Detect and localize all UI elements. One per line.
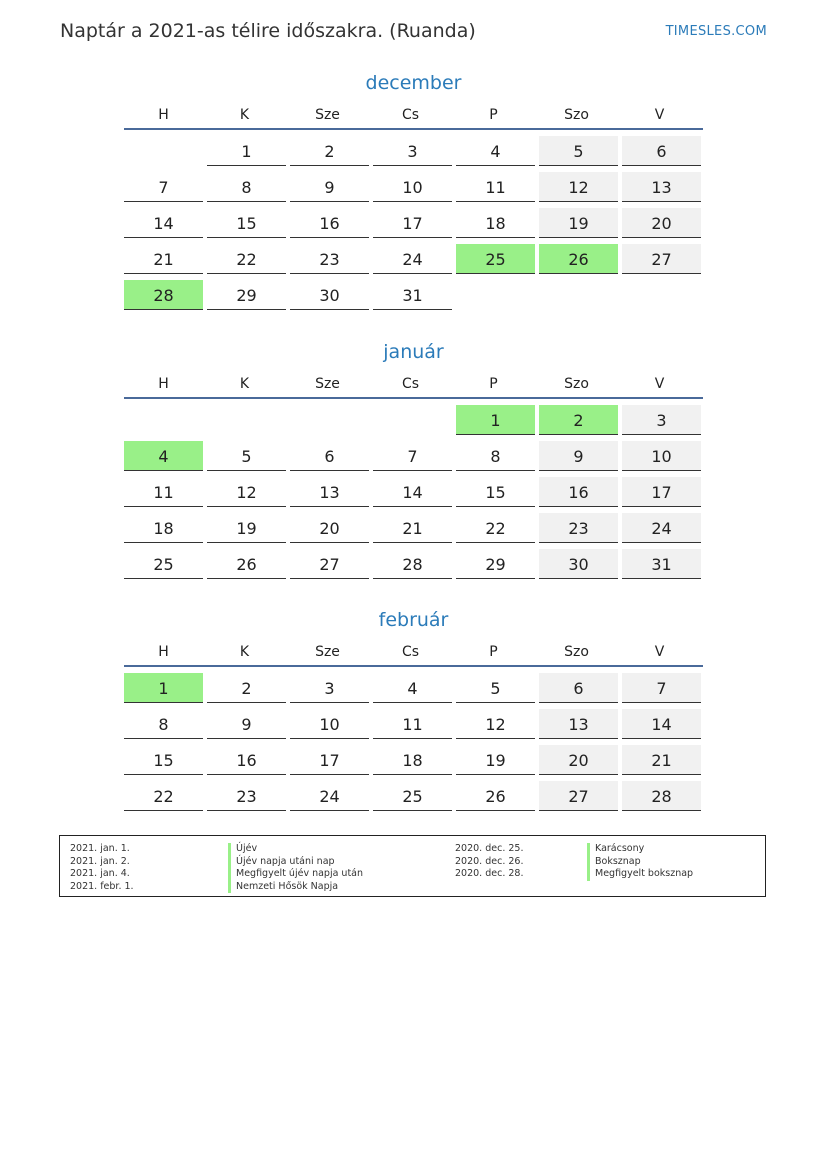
day-cell[interactable]: 18 [373, 745, 452, 775]
day-cell[interactable]: 13 [622, 172, 701, 202]
legend-holiday-name: Nemzeti Hősök Napja [228, 881, 363, 894]
week-row [124, 475, 703, 511]
day-cell[interactable]: 6 [290, 441, 369, 471]
legend-date: 2021. jan. 4. [70, 868, 130, 879]
empty-cell [124, 136, 203, 166]
day-cell[interactable]: 23 [207, 781, 286, 811]
weekday-label: K [239, 107, 250, 123]
day-cell[interactable]: 29 [456, 549, 535, 579]
week-row [124, 134, 703, 170]
day-cell[interactable]: 17 [290, 745, 369, 775]
empty-cell [124, 405, 203, 435]
day-cell[interactable]: 18 [124, 513, 203, 543]
day-cell[interactable]: 28 [622, 781, 701, 811]
weekday-label: Cs [401, 107, 420, 123]
day-cell[interactable]: 4 [456, 136, 535, 166]
day-cell[interactable]: 24 [290, 781, 369, 811]
month-title: február [378, 609, 449, 631]
week-row [124, 278, 703, 314]
weekday-label: Cs [401, 644, 420, 660]
empty-cell [622, 280, 701, 310]
day-cell[interactable]: 22 [207, 244, 286, 274]
day-cell[interactable]: 10 [622, 441, 701, 471]
weekday-label: Cs [401, 376, 420, 392]
weekday-label: Sze [315, 376, 340, 392]
legend-date: 2020. dec. 28. [455, 868, 524, 879]
month-title: január [383, 341, 444, 363]
day-cell[interactable]: 5 [207, 441, 286, 471]
week-row [124, 707, 703, 743]
day-cell[interactable]: 3 [290, 673, 369, 703]
week-row [124, 242, 703, 278]
weekday-label: K [239, 644, 250, 660]
day-cell[interactable]: 12 [456, 709, 535, 739]
day-cell[interactable]: 11 [124, 477, 203, 507]
day-cell[interactable]: 4 [373, 673, 452, 703]
day-cell[interactable]: 1 [124, 673, 203, 703]
day-cell[interactable]: 30 [290, 280, 369, 310]
legend-holiday-name: Boksznap [587, 856, 693, 869]
day-cell[interactable]: 19 [456, 745, 535, 775]
day-cell[interactable]: 31 [622, 549, 701, 579]
weekday-label: H [158, 644, 169, 660]
day-cell[interactable]: 10 [290, 709, 369, 739]
day-cell[interactable]: 14 [124, 208, 203, 238]
day-cell[interactable]: 7 [373, 441, 452, 471]
day-cell[interactable]: 23 [539, 513, 618, 543]
day-cell[interactable]: 2 [539, 405, 618, 435]
weekday-label: Szo [564, 376, 589, 392]
day-cell[interactable]: 13 [539, 709, 618, 739]
brand-link[interactable]: TIMESLES.COM [665, 24, 767, 39]
legend-holiday-name: Karácsony [587, 843, 693, 856]
empty-cell [456, 280, 535, 310]
month-calendar [124, 605, 703, 815]
holiday-legend [59, 835, 766, 897]
empty-cell [207, 405, 286, 435]
day-cell[interactable]: 2 [207, 673, 286, 703]
day-cell[interactable]: 22 [456, 513, 535, 543]
legend-right-names [587, 843, 693, 881]
day-cell[interactable]: 8 [207, 172, 286, 202]
week-row [124, 170, 703, 206]
legend-right-dates [455, 843, 523, 881]
weekday-label: H [158, 376, 169, 392]
day-cell[interactable]: 5 [539, 136, 618, 166]
day-cell[interactable]: 12 [539, 172, 618, 202]
day-cell[interactable]: 12 [207, 477, 286, 507]
day-cell[interactable]: 9 [290, 172, 369, 202]
day-cell[interactable]: 9 [207, 709, 286, 739]
week-row [124, 547, 703, 583]
day-cell[interactable]: 18 [456, 208, 535, 238]
legend-date: 2021. jan. 2. [70, 855, 130, 867]
legend-holiday-name: Újév [228, 843, 363, 856]
week-row [124, 511, 703, 547]
day-cell[interactable]: 20 [539, 745, 618, 775]
day-cell[interactable]: 7 [124, 172, 203, 202]
day-cell[interactable]: 19 [539, 208, 618, 238]
day-cell[interactable]: 17 [373, 208, 452, 238]
weekday-label: Sze [315, 644, 340, 660]
legend-date: 2021. jan. 1. [70, 843, 130, 854]
day-cell[interactable]: 1 [456, 405, 535, 435]
day-cell[interactable]: 6 [622, 136, 701, 166]
empty-cell [290, 405, 369, 435]
day-cell[interactable]: 11 [456, 172, 535, 202]
day-cell[interactable]: 4 [124, 441, 203, 471]
week-row [124, 439, 703, 475]
weekday-label: P [489, 107, 498, 123]
day-cell[interactable]: 22 [124, 781, 203, 811]
legend-left-dates [70, 843, 134, 893]
day-cell[interactable]: 8 [124, 709, 203, 739]
weekday-label: K [239, 376, 250, 392]
day-cell[interactable]: 25 [124, 549, 203, 579]
day-cell[interactable]: 19 [207, 513, 286, 543]
weekday-label: H [158, 107, 169, 123]
week-row [124, 779, 703, 815]
day-cell[interactable]: 21 [622, 745, 701, 775]
day-cell[interactable]: 29 [207, 280, 286, 310]
day-cell[interactable]: 23 [290, 244, 369, 274]
day-cell[interactable]: 21 [124, 244, 203, 274]
day-cell[interactable]: 1 [207, 136, 286, 166]
weekday-label: Szo [564, 644, 589, 660]
day-cell[interactable]: 30 [539, 549, 618, 579]
empty-cell [373, 405, 452, 435]
day-cell[interactable]: 27 [290, 549, 369, 579]
month-title: december [365, 72, 462, 94]
day-cell[interactable]: 15 [456, 477, 535, 507]
day-cell[interactable]: 26 [456, 781, 535, 811]
day-cell[interactable]: 16 [290, 208, 369, 238]
day-cell[interactable]: 5 [456, 673, 535, 703]
week-row [124, 671, 703, 707]
day-cell[interactable]: 24 [373, 244, 452, 274]
month-calendar [124, 337, 703, 583]
day-cell[interactable]: 15 [207, 208, 286, 238]
day-cell[interactable]: 3 [622, 405, 701, 435]
weekday-label: V [654, 644, 665, 660]
day-cell[interactable]: 10 [373, 172, 452, 202]
day-cell[interactable]: 24 [622, 513, 701, 543]
weekday-header [124, 367, 703, 399]
legend-holiday-name: Újév napja utáni nap [228, 856, 363, 869]
day-cell[interactable]: 27 [539, 781, 618, 811]
week-row [124, 206, 703, 242]
weekday-label: Szo [564, 107, 589, 123]
day-cell[interactable]: 26 [539, 244, 618, 274]
day-cell[interactable]: 31 [373, 280, 452, 310]
day-cell[interactable]: 11 [373, 709, 452, 739]
page-title: Naptár a 2021-as télire időszakra. (Ruanda) [60, 20, 476, 42]
legend-left-names [228, 843, 363, 893]
weekday-label: V [654, 107, 665, 123]
day-cell[interactable]: 21 [373, 513, 452, 543]
day-cell[interactable]: 7 [622, 673, 701, 703]
weekday-label: P [489, 376, 498, 392]
day-cell[interactable]: 14 [373, 477, 452, 507]
day-cell[interactable]: 9 [539, 441, 618, 471]
day-cell[interactable]: 17 [622, 477, 701, 507]
weekday-label: P [489, 644, 498, 660]
day-cell[interactable]: 20 [290, 513, 369, 543]
legend-date: 2020. dec. 25. [455, 843, 524, 854]
day-cell[interactable]: 16 [539, 477, 618, 507]
day-cell[interactable]: 14 [622, 709, 701, 739]
day-cell[interactable]: 20 [622, 208, 701, 238]
legend-holiday-name: Megfigyelt újév napja után [228, 868, 363, 881]
empty-cell [539, 280, 618, 310]
month-calendar [124, 68, 703, 314]
weekday-label: Sze [315, 107, 340, 123]
day-cell[interactable]: 28 [373, 549, 452, 579]
day-cell[interactable]: 15 [124, 745, 203, 775]
day-cell[interactable]: 6 [539, 673, 618, 703]
day-cell[interactable]: 8 [456, 441, 535, 471]
day-cell[interactable]: 27 [622, 244, 701, 274]
day-cell[interactable]: 16 [207, 745, 286, 775]
legend-holiday-name: Megfigyelt boksznap [587, 868, 693, 881]
week-row [124, 403, 703, 439]
day-cell[interactable]: 25 [456, 244, 535, 274]
legend-date: 2020. dec. 26. [455, 855, 524, 867]
weekday-header [124, 98, 703, 130]
weekday-label: V [654, 376, 665, 392]
legend-date: 2021. febr. 1. [70, 880, 134, 892]
day-cell[interactable]: 3 [373, 136, 452, 166]
day-cell[interactable]: 26 [207, 549, 286, 579]
day-cell[interactable]: 28 [124, 280, 203, 310]
day-cell[interactable]: 2 [290, 136, 369, 166]
weekday-header [124, 635, 703, 667]
day-cell[interactable]: 13 [290, 477, 369, 507]
day-cell[interactable]: 25 [373, 781, 452, 811]
week-row [124, 743, 703, 779]
